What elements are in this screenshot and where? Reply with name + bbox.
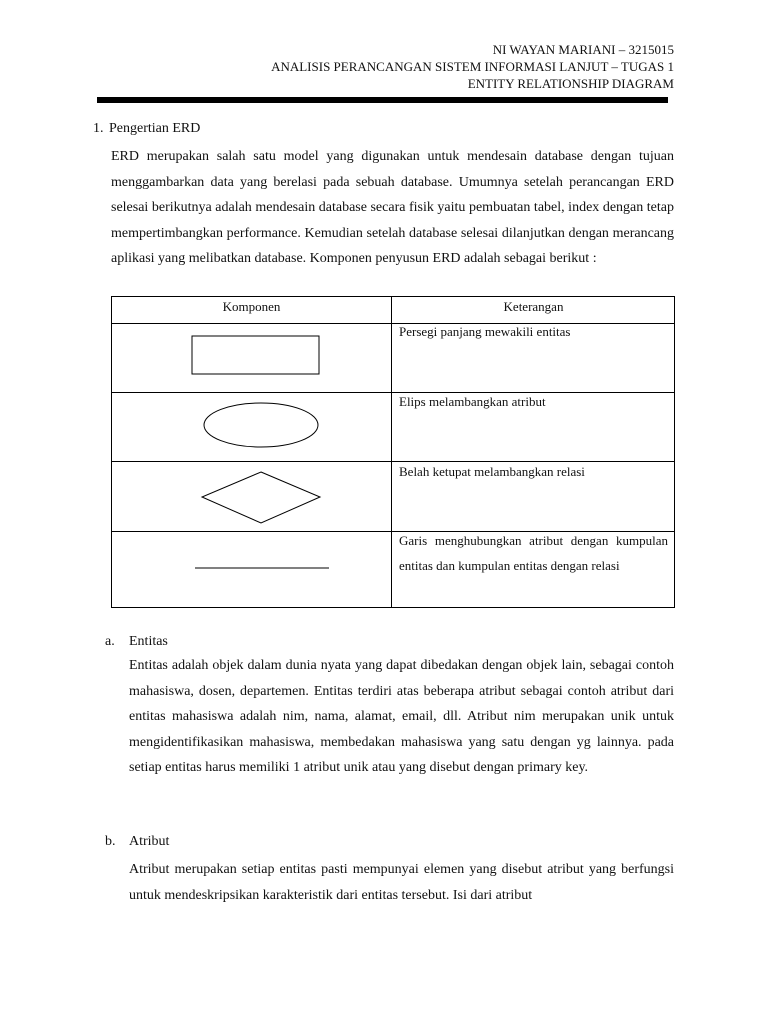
table-column-divider xyxy=(391,297,392,607)
attribute-ellipse-symbol xyxy=(203,401,323,451)
table-cell-description: Belah ketupat melambangkan relasi xyxy=(399,464,585,479)
table-header-keterangan: Keterangan xyxy=(503,299,564,314)
header-topic: ENTITY RELATIONSHIP DIAGRAM xyxy=(467,76,674,91)
table-cell-description: Elips melambangkan atribut xyxy=(399,394,546,409)
page-header xyxy=(271,41,674,92)
entity-rectangle-symbol xyxy=(191,335,321,377)
subsection-paragraph: Atribut merupakan setiap entitas pasti mempunyai elemen yang disebut atribut yang berfungsi untuk mendeskripsikan karakteristik dari entitas tersebut. Isi dari atribut xyxy=(129,862,674,903)
subsection-title xyxy=(105,634,168,650)
subsection-marker: b. xyxy=(105,834,116,849)
connector-line-symbol xyxy=(194,565,330,571)
header-author: NI WAYAN MARIANI – 3215015 xyxy=(492,42,674,57)
subsection-paragraph: Entitas adalah objek dalam dunia nyata yang dapat dibedakan dengan objek lain, sebagai contoh mahasiswa, dosen, departemen. Entitas terdiri atas beberapa atribut sebagai contoh atribut dari entitas mahasiswa adalah nim, nama, alamat, email, dll. Atribut nim merupakan unik untuk mengidentifikasikan mahasiswa, membedakan mahasiswa yang satu dengan yg lainnya. pada setiap entitas harus memiliki 1 atribut unik atau yang disebut dengan primary key. xyxy=(129,658,674,776)
header-course: ANALISIS PERANCANGAN SISTEM INFORMASI LANJUT – TUGAS 1 xyxy=(271,59,674,74)
header-rule xyxy=(97,97,668,103)
subsection-title xyxy=(105,834,169,850)
table-cell-description: Persegi panjang mewakili entitas xyxy=(399,324,571,339)
subsection-heading: Atribut xyxy=(129,834,170,849)
section-number: 1. xyxy=(93,121,104,136)
subsection-heading: Entitas xyxy=(129,634,168,649)
table-cell-description: Garis menghubungkan atribut dengan kumpulan entitas dan kumpulan entitas dengan relasi xyxy=(399,533,668,573)
subsection-marker: a. xyxy=(105,634,115,649)
section-title xyxy=(93,121,200,137)
section-paragraph: ERD merupakan salah satu model yang digunakan untuk mendesain database dengan tujuan menggambarkan data yang berelasi pada sebuah database. Umumnya setelah perancangan ERD selesai berikutnya adalah mendesain database secara fisik yaitu pembuatan tabel, index dengan tetap mempertimbangkan performance. Kemudian setelah database selesai dilanjutkan dengan merancang aplikasi yang melibatkan database. Komponen penyusun ERD adalah sebagai berikut : xyxy=(111,149,674,267)
section-heading: Pengertian ERD xyxy=(109,121,201,136)
relationship-diamond-symbol xyxy=(199,470,323,526)
erd-components-table xyxy=(111,296,675,608)
table-header-komponen: Komponen xyxy=(222,299,281,314)
